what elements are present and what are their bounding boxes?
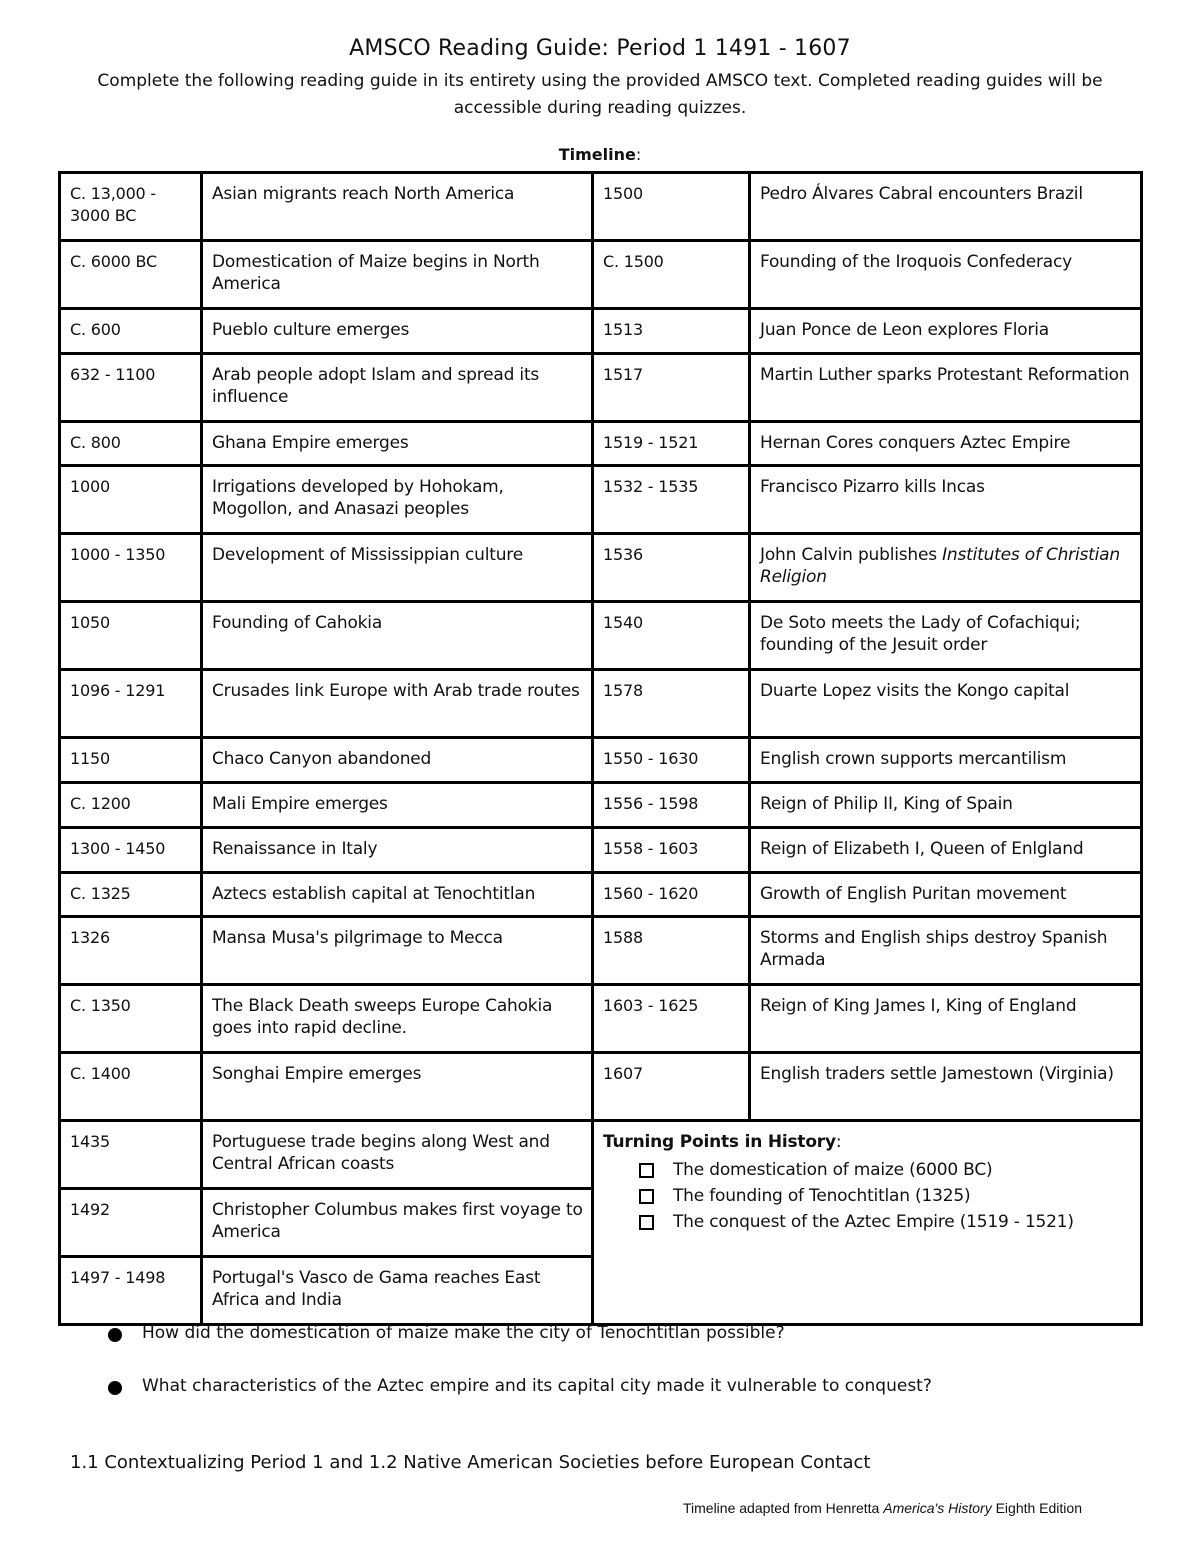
table-row [60, 309, 1142, 354]
left-date: C. 1400 [60, 1053, 202, 1121]
list-item [639, 1209, 1132, 1235]
left-date: C. 800 [60, 422, 202, 466]
left-event: The Black Death sweeps Europe Cahokia goes into rapid decline. [202, 985, 593, 1053]
checkbox-icon [639, 1189, 654, 1204]
question-text: How did the domestication of maize make the city of Tenochtitlan possible? [142, 1323, 785, 1343]
left-date: C. 1325 [60, 873, 202, 917]
right-event: English crown supports mercantilism [750, 738, 1142, 783]
turning-points-list [603, 1157, 1132, 1235]
left-event: Portugal's Vasco de Gama reaches East Africa and India [202, 1257, 593, 1325]
right-event: Reign of Elizabeth I, Queen of Enlgland [750, 828, 1142, 873]
table-row [60, 534, 1142, 602]
table-row [60, 917, 1142, 985]
book-title: Institutes of Christian Religion [760, 545, 1120, 587]
table-row [60, 241, 1142, 309]
bullet-icon [108, 1328, 122, 1342]
left-date: 1492 [60, 1189, 202, 1257]
left-event: Pueblo culture emerges [202, 309, 593, 354]
left-event: Crusades link Europe with Arab trade routes [202, 670, 593, 738]
turning-point-text: The domestication of maize (6000 BC) [673, 1160, 993, 1180]
table-row [60, 670, 1142, 738]
table-row [60, 354, 1142, 422]
table-row [60, 985, 1142, 1053]
list-item [639, 1183, 1132, 1209]
right-event: Martin Luther sparks Protestant Reformation [750, 354, 1142, 422]
left-date: 1300 - 1450 [60, 828, 202, 873]
timeline-label: Timeline [558, 145, 636, 164]
right-date: C. 1500 [593, 241, 750, 309]
bullet-icon [108, 1381, 122, 1395]
left-event: Founding of Cahokia [202, 602, 593, 670]
left-event: Development of Mississippian culture [202, 534, 593, 602]
footer-suffix: Eighth Edition [991, 1500, 1082, 1516]
right-event: Francisco Pizarro kills Incas [750, 466, 1142, 534]
timeline-table [58, 171, 1143, 1326]
left-date: C. 13,000 - 3000 BC [60, 173, 202, 241]
list-item [639, 1157, 1132, 1183]
table-row [60, 602, 1142, 670]
right-event: Hernan Cores conquers Aztec Empire [750, 422, 1142, 466]
left-date: C. 1200 [60, 783, 202, 828]
right-date: 1513 [593, 309, 750, 354]
table-row [60, 1053, 1142, 1121]
right-date: 1517 [593, 354, 750, 422]
left-date: 1000 - 1350 [60, 534, 202, 602]
right-date: 1560 - 1620 [593, 873, 750, 917]
right-event: Growth of English Puritan movement [750, 873, 1142, 917]
left-event: Ghana Empire emerges [202, 422, 593, 466]
table-row [60, 173, 1142, 241]
footer-citation [683, 1500, 1082, 1516]
instructions: Complete the following reading guide in its entirety using the provided AMSCO text. Completed reading guides will be accessible during reading quizzes. [97, 71, 1103, 118]
right-event: Founding of the Iroquois Confederacy [750, 241, 1142, 309]
table-row [60, 422, 1142, 466]
table-row [60, 738, 1142, 783]
right-event: Reign of King James I, King of England [750, 985, 1142, 1053]
timeline-label-suffix: : [635, 145, 642, 164]
left-event: Aztecs establish capital at Tenochtitlan [202, 873, 593, 917]
right-event: Juan Ponce de Leon explores Floria [750, 309, 1142, 354]
right-date: 1500 [593, 173, 750, 241]
right-date: 1607 [593, 1053, 750, 1121]
turning-points-title: Turning Points in History [603, 1132, 836, 1152]
left-date: 1435 [60, 1121, 202, 1189]
right-date: 1578 [593, 670, 750, 738]
right-event: English traders settle Jamestown (Virginia) [750, 1053, 1142, 1121]
checkbox-icon [639, 1163, 654, 1178]
left-date: 1326 [60, 917, 202, 985]
left-date: 1050 [60, 602, 202, 670]
right-date: 1540 [593, 602, 750, 670]
left-event: Asian migrants reach North America [202, 173, 593, 241]
footer-prefix: Timeline adapted from Henretta [682, 1500, 884, 1516]
left-date: 1096 - 1291 [60, 670, 202, 738]
timeline-heading [0, 145, 1200, 164]
right-event: Reign of Philip II, King of Spain [750, 783, 1142, 828]
table-row [60, 466, 1142, 534]
left-event: Chaco Canyon abandoned [202, 738, 593, 783]
left-date: 1497 - 1498 [60, 1257, 202, 1325]
left-date: C. 1350 [60, 985, 202, 1053]
right-date: 1558 - 1603 [593, 828, 750, 873]
question-item [100, 1320, 1140, 1373]
page-title: AMSCO Reading Guide: Period 1 1491 - 1607 [349, 36, 851, 61]
footer-book-title: America's History [883, 1500, 992, 1516]
section-heading: 1.1 Contextualizing Period 1 and 1.2 Native American Societies before European Contact [70, 1452, 871, 1473]
left-date: 1000 [60, 466, 202, 534]
table-row [60, 873, 1142, 917]
table-row [60, 783, 1142, 828]
turning-point-text: The conquest of the Aztec Empire (1519 - 1521) [673, 1212, 1074, 1232]
left-event: Mali Empire emerges [202, 783, 593, 828]
checkbox-icon [639, 1215, 654, 1230]
turning-point-text: The founding of Tenochtitlan (1325) [673, 1186, 971, 1206]
right-event: Duarte Lopez visits the Kongo capital [750, 670, 1142, 738]
left-event: Christopher Columbus makes first voyage to America [202, 1189, 593, 1257]
left-date: C. 6000 BC [60, 241, 202, 309]
turning-points-suffix: : [835, 1132, 842, 1152]
table-row [60, 828, 1142, 873]
left-event: Songhai Empire emerges [202, 1053, 593, 1121]
right-event-text: John Calvin publishes [760, 545, 943, 565]
left-event: Portuguese trade begins along West and Central African coasts [202, 1121, 593, 1189]
right-event: Storms and English ships destroy Spanish Armada [750, 917, 1142, 985]
right-event [750, 534, 1142, 602]
left-date: C. 600 [60, 309, 202, 354]
question-text: What characteristics of the Aztec empire and its capital city made it vulnerable to conquest? [142, 1376, 932, 1396]
left-event: Renaissance in Italy [202, 828, 593, 873]
table-row [60, 1121, 1142, 1189]
left-date: 1150 [60, 738, 202, 783]
right-date: 1603 - 1625 [593, 985, 750, 1053]
right-event: Pedro Álvares Cabral encounters Brazil [750, 173, 1142, 241]
right-date: 1532 - 1535 [593, 466, 750, 534]
right-date: 1536 [593, 534, 750, 602]
right-event: De Soto meets the Lady of Cofachiqui; founding of the Jesuit order [750, 602, 1142, 670]
question-list [100, 1320, 1140, 1426]
right-date: 1588 [593, 917, 750, 985]
left-date: 632 - 1100 [60, 354, 202, 422]
left-event: Arab people adopt Islam and spread its influence [202, 354, 593, 422]
right-date: 1550 - 1630 [593, 738, 750, 783]
left-event: Irrigations developed by Hohokam, Mogollon, and Anasazi peoples [202, 466, 593, 534]
left-event: Domestication of Maize begins in North America [202, 241, 593, 309]
turning-points-box [593, 1121, 1142, 1325]
right-date: 1519 - 1521 [593, 422, 750, 466]
left-event: Mansa Musa's pilgrimage to Mecca [202, 917, 593, 985]
right-date: 1556 - 1598 [593, 783, 750, 828]
question-item [100, 1373, 1140, 1426]
